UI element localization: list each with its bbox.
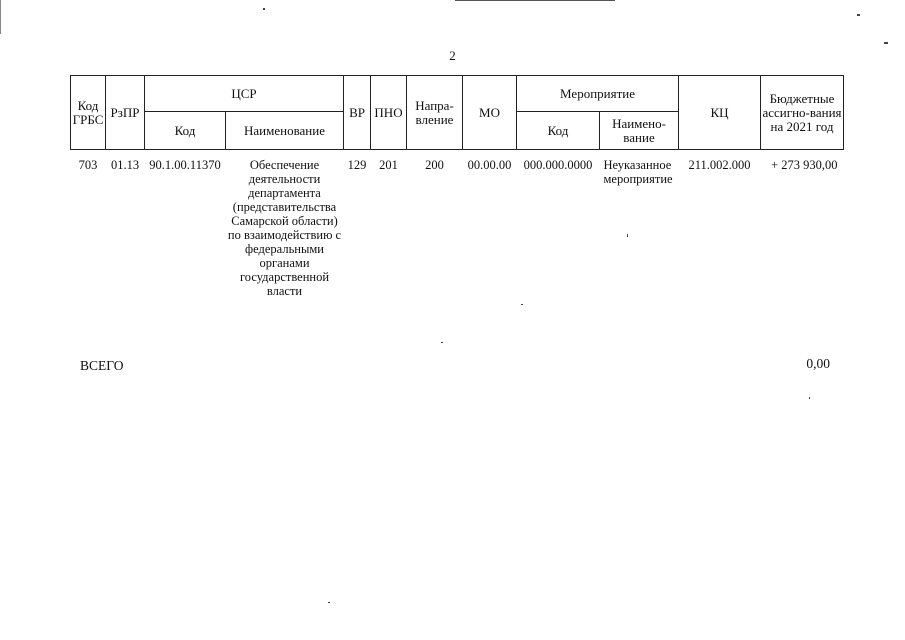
scan-speck [809, 397, 810, 399]
cell-kod-grbs: 703 [78, 158, 98, 172]
table-row [71, 150, 844, 299]
header-csr: ЦСР [145, 76, 344, 112]
scan-speck [328, 602, 330, 603]
scan-left-edge [0, 0, 1, 34]
cell-kc: 211.002.000 [688, 158, 751, 172]
cell-pno: 201 [379, 158, 398, 172]
scan-speck [263, 8, 265, 10]
header-pno: ПНО [371, 76, 407, 150]
budget-table [70, 75, 844, 298]
header-mo: МО [463, 76, 517, 150]
header-napravlenie: Напра-вление [407, 76, 463, 150]
total-label: ВСЕГО [80, 358, 124, 373]
cell-amount: + 273 930,00 [771, 158, 838, 172]
header-kod-grbs: Код ГРБС [71, 76, 106, 150]
header-csr-kod: Код [145, 112, 226, 150]
cell-csr-name: Обеспечение деятельности департамента (представительства Самарской области) по взаимодействию с федеральными органами государственной власти [227, 158, 342, 298]
cell-napravlenie: 200 [425, 158, 444, 172]
page-number: 2 [449, 48, 456, 63]
header-vr: ВР [344, 76, 371, 150]
cell-vr: 129 [347, 158, 367, 172]
header-budget: Бюджетные ассигно-вания на 2021 год [761, 76, 844, 150]
header-mer-kod: Код [517, 112, 600, 150]
header-mer-name: Наимено-вание [600, 112, 679, 150]
scan-speck [441, 342, 443, 343]
scan-speck [857, 14, 860, 16]
header-kc: КЦ [679, 76, 761, 150]
cell-csr-kod: 90.1.00.11370 [149, 158, 221, 172]
scan-speck [521, 304, 523, 305]
total-value: 0,00 [806, 356, 830, 371]
cell-rzpr: 01.13 [110, 158, 140, 172]
header-rzpr: РзПР [106, 76, 145, 150]
cell-mer-kod: 000.000.0000 [523, 158, 593, 172]
cell-mo: 00.00.00 [467, 158, 512, 172]
header-meropriyatie: Мероприятие [517, 76, 679, 112]
scan-top-rule [455, 0, 615, 1]
header-csr-name: Наименование [226, 112, 344, 150]
scan-speck [884, 42, 888, 44]
cell-mer-name: Неуказанное мероприятие [603, 158, 673, 186]
